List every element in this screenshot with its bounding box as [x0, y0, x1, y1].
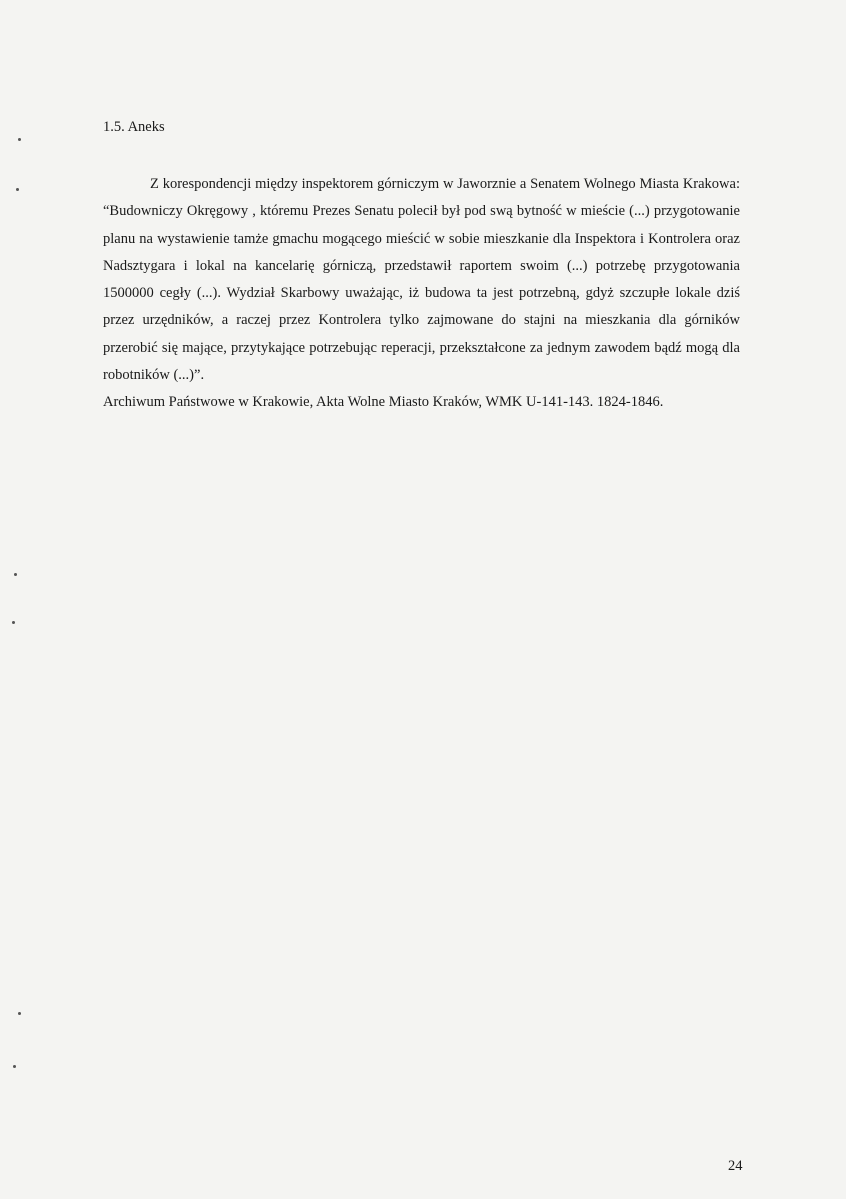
scan-speck	[14, 573, 17, 576]
quote-paragraph: Z korespondencji między inspektorem górniczym w Jaworznie a Senatem Wolnego Miasta Krakowa: “Budowniczy Okręgowy , któremu Prezes Senatu polecił był pod swą bytność w mieście (...) przygotowanie planu na wystawienie tamże gmachu mogącego mieścić w sobie mieszkanie dla Inspektora i Kontrolera oraz Nadsztygara i lokal na kancelarię górniczą, przedstawił raportem swoim (...) potrzebę przygotowania 1500000 cegły (...). Wydział Skarbowy uważając, iż budowa ta jest potrzebną, gdyż szczupłe lokale dziś przez urzędników, a raczej przez Kontrolera tylko zajmowane do stajni na mieszkania dla górników przerobić się mające, przytykające potrzebując reperacji, przekształcone za jednym zawodem bądź mogą dla robotników (...)”.	[103, 176, 740, 384]
scan-speck	[16, 188, 19, 191]
section-heading: 1.5. Aneks	[103, 119, 165, 135]
scan-speck	[12, 621, 15, 624]
page-number: 24	[728, 1158, 743, 1174]
scan-speck	[13, 1065, 16, 1068]
scan-speck	[18, 1012, 21, 1015]
source-citation: Archiwum Państwowe w Krakowie, Akta Wolne Miasto Kraków, WMK U-141-143. 1824-1846.	[103, 394, 664, 411]
scan-speck	[18, 138, 21, 141]
document-body	[103, 171, 740, 415]
